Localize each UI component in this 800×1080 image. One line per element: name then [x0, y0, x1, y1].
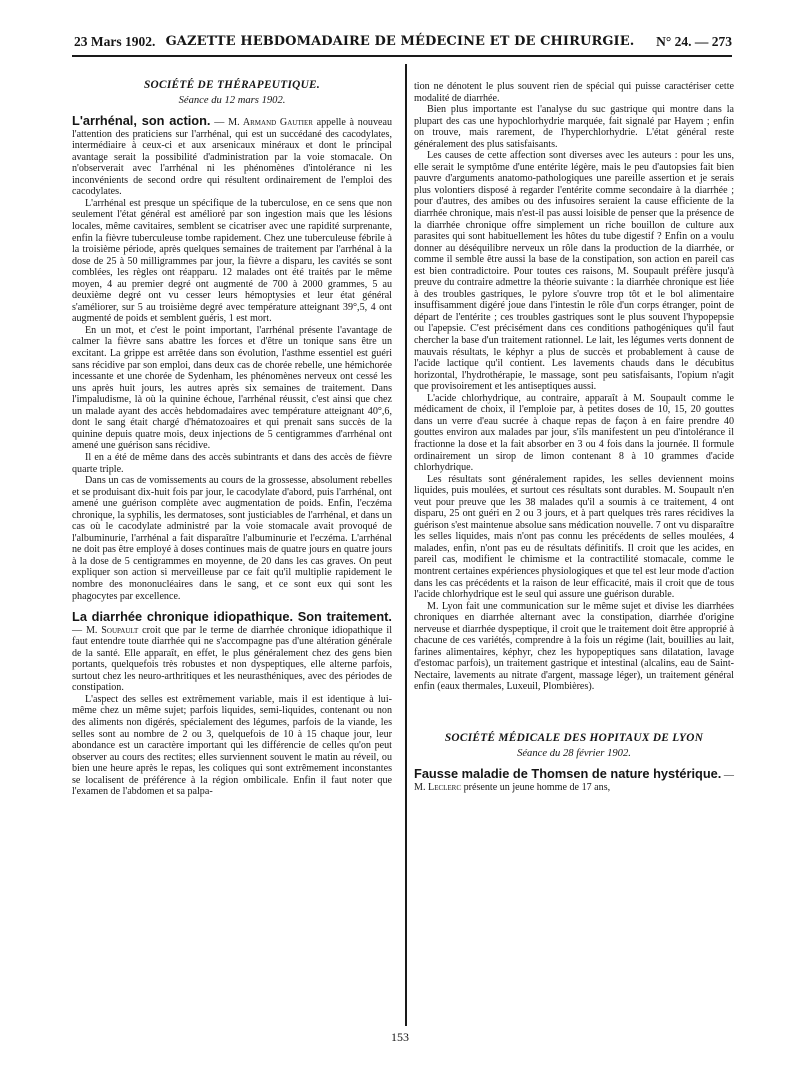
paragraph: Bien plus importante est l'analyse du suc gastrique qui montre dans la plupart des cas une hypochlorhydrie marquée, fait signalé par Hayem ; enfin on trouve, mais rarement, de l'hyperchlorhydrie. L'état général reste généralement des plus satisfaisants.	[414, 104, 734, 150]
left-column	[72, 80, 392, 798]
paragraph-text: présente un jeune homme de 17 ans,	[463, 781, 611, 793]
page-folio: 153	[391, 1030, 409, 1044]
article-title: L'arrhénal, son action.	[72, 113, 211, 129]
spacer	[414, 693, 734, 733]
column-divider	[405, 64, 407, 1026]
author-name: M. Leclerc	[414, 781, 462, 793]
paragraph: L'arrhénal, son action. — M. Armand Gautier appelle à nouveau l'attention des praticiens sur l'arrhénal, qui est un succédané des cacodylates, intermédiaire à ceux-ci et aux arsenicaux minéraux et dont le principal avantage serait la possibilité d'administration par la voie stomacale. On n'observerait avec l'arrhénal ni les phénomènes d'intolérance ni les inconvénients de second ordre qui résultent ordinairement de l'emploi des cacodylates.	[72, 113, 392, 198]
society-heading: SOCIÉTÉ DE THÉRAPEUTIQUE.	[143, 79, 321, 91]
society-heading: SOCIÉTÉ MÉDICALE DES HOPITAUX DE LYON	[444, 731, 704, 744]
article-title: La diarrhée chronique idiopathique. Son traitement.	[72, 609, 392, 625]
session-date: Séance du 28 février 1902.	[517, 747, 631, 759]
author-name: M. Soupault	[85, 624, 139, 636]
session-date: Séance du 12 mars 1902.	[178, 94, 286, 106]
paragraph: Les résultats sont généralement rapides, les selles deviennent moins liquides, puis moulées, et surtout ces résultats sont durables. M. Soupault n'en veut pour preuve que les 38 malades qu'il a soumis à ce traitement, 4 ont disparu, 25 ont guéri en 2 ou 3 jours, et à part quelques très rares récidives la guérison s'est maintenue absolue sans médication nouvelle. 7 ont vu disparaître les selles liquides, mais n'ont pas connu les précédents de selles moulées, 4 malades, enfin, n'ont pas eu de résultats définitifs. Il croit que les acides, en pareil cas, modifient le chimisme et la contractilité stomacale, comme le montrent certaines expériences physiologiques et que tel est leur mode d'action dans les cas précédents et la raison de leur efficacité, mais il croit que de tous l'acide chlorhydrique est le seul qui assure une guérison durable.	[414, 473, 734, 601]
paragraph: tion ne dénotent le plus souvent rien de spécial qui puisse caractériser cette modalité de diarrhée.	[414, 81, 734, 104]
paragraph: Fausse maladie de Thomsen de nature hystérique. — M. Leclerc présente un jeune homme de 17 ans,	[414, 766, 734, 793]
header-journal-title: GAZETTE HEBDOMADAIRE DE MÉDECINE ET DE CHIRURGIE.	[165, 34, 635, 49]
header-rule	[72, 55, 732, 57]
paragraph: En un mot, et c'est le point important, l'arrhénal présente l'avantage de calmer la fièvre sans abattre les forces et d'être un tonique sans être un excitant. La grippe est arrêtée dans son évolution, l'asthme essentiel est guéri sans récidive par son emploi, dans deux cas de chorée rebelle, une hémichorée incessante et une chorée de Sydenham, les phénomènes nerveux ont cessé les uns après huit jours, les autres après six semaines de traitement. Dans l'impaludisme, là où la quinine échoue, l'arrhénal réussit, c'est ainsi que chez un malade ayant des accès hebdomadaires avec température atteignant 40°,6, dont le sang était chargé d'hématozoaires et qui prenait sans succès de la quinine depuis quatre mois, deux injections de 5 centigrammes d'arrhénal ont amené une guérison sans récidive.	[72, 324, 392, 452]
paragraph: La diarrhée chronique idiopathique. Son traitement. — M. Soupault croit que par le terme de diarrhée chronique idiopathique il faut entendre toute diarrhée qui ne s'accompagne pas d'une altération générale de la santé. Elle apparaît, en effet, le plus généralement chez des gens bien portants, quelquefois très robustes et non dyspeptiques, elle alterne parfois, surtout chez les neuro-arthritiques et les neurasthéniques, avec des périodes de constipation.	[72, 609, 392, 694]
paragraph: L'aspect des selles est extrêmement variable, mais il est identique à lui-même chez un même sujet; parfois liquides, semi-liquides, contenant ou non des aliments non digérés, spécialement des légumes, parfois de la viande, les selles sont au nombre de 2 ou 3, quelquefois de 10 à 15 chaque jour, leur abondance est un caractère important qui les différencie de celles qu'on peut observer au cours des rectites; elles surviennent souvent le matin au réveil, ou bien une heure après le repas, les coliques qui sont extrêmement inconstantes se localisent de préférence à la région ombilicale. Enfin il faut noter que l'examen de l'abdomen et sa palpa-	[72, 693, 392, 798]
paragraph: L'acide chlorhydrique, au contraire, apparaît à M. Soupault comme le médicament de choix, il l'emploie par, à petites doses de 10, 15, 20 gouttes dans un verre d'eau sucrée à chaque repas de façon à en faire prendre 40 gouttes environ aux malades par jour, s'ils manifestent un peu d'intolérance il fractionne la dose et la fait absorber en 3 ou 4 fois dans la journée. Il formule ordinairement un sirop de limon contenant 8 à 10 grammes d'acide chlorhydrique.	[414, 392, 734, 474]
right-column	[414, 81, 734, 793]
paragraph: Les causes de cette affection sont diverses avec les auteurs : pour les uns, elle serait le symptôme d'une entérite légère, mais le peu d'autopsies fait bien pauvre d'arguments anatomo-pathologiques une pareille assertion et je serais plus volontiers disposé à regarder l'entérite comme secondaire à la diarrhée ; pour d'autres, des amibes ou des infusoires seraient la cause efficiente de la diarrhée chronique, mais n'est-il pas aussi loisible de penser que la présence de la diarrhée chronique offre simplement un riche bouillon de culture aux parasites qui sont habituellement les hôtes du tube digestif ? Enfin on a voulu donner au déséquilibre nerveux un rôle dans la production de la diarrhée, or comme il semble être aussi la base de la constipation, son action en pareil cas est bien contradictoire. Pour toutes ces raisons, M. Soupault préfère jusqu'à preuve du contraire admettre la théorie suivante : la diarrhée chronique est liée à des troubles gastriques, le pylore s'ouvre trop tôt et le bol alimentaire insuffisamment digéré joue dans l'intestin le rôle d'un corps étranger, point de départ de l'entérite ; ces troubles gastriques sont le plus souvent l'hypopepsie ou l'apepsie. C'est précisément dans ces conditions pathogéniques qu'il faut chercher la base d'un traitement rationnel. Le lait, les légumes verts donnent de mauvais résultats, le képhyr a plus de succès et probablement à cause de l'acide lactique qu'il contient. Les lavements chauds dans le décubitus horizontal, l'hydrothérapie, le massage, sont peu satisfaisants, l'opium n'agit que provisoirement et les antiseptiques aussi.	[414, 150, 734, 393]
article-title: Fausse maladie de Thomsen de nature hystérique.	[414, 766, 722, 782]
paragraph-text: croit que par le terme de diarrhée chronique idiopathique il faut entendre toute diarrhée qui ne s'accompagne pas d'une altération générale de la santé. Elle apparaît, en effet, le plus généralement chez des gens bien portants, quelquefois très robustes et non dyspeptiques, elle alterne parfois, surtout chez les neuro-arthritiques et les neurasthéniques, avec des périodes de constipation.	[72, 624, 392, 694]
paragraph: Il en a été de même dans des accès subintrants et dans des accès de fièvre quarte triple.	[72, 451, 392, 475]
paragraph: Dans un cas de vomissements au cours de la grossesse, absolument rebelles et se produisant dix-huit fois par jour, le cacodylate d'abord, puis l'arrhénal, ont amené une guérison complète avec augmentation de poids. Enfin, l'eczéma chronique, la syphilis, les dermatoses, sont justiciables de l'arrhénal, et dans un cas où le cacodylate administré par la voie stomacale avait provoqué de l'albuminurie, l'arrhénal a fait disparaître l'albuminurie et l'eczéma. L'arrhénal ne doit pas être employé à doses continues mais de quatre jours en quatre jours à la dose de 5 centigrammes en moyenne, de 20 dans les cas graves. On peut expliquer son action si merveilleuse par ce fait qu'il multiplie rapidement le nombre des mononucléaires dans le sang, et ce sont eux qui sont les phagocytes par excellence.	[72, 475, 392, 602]
paragraph: M. Lyon fait une communication sur le même sujet et divise les diarrhées chroniques en diarrhée alternant avec la constipation, diarrhée d'origine nerveuse et diarrhée dyspeptique, il croit que le traitement doit être approprié à chacune de ces variétés, comprendre à la fois un régime (lait, bouillies au lait, farines alimentaires, képhyr, chez les hypopeptiques sans dilatation, lavage d'estomac parfois), un traitement gastrique et intestinal (alcalins, eau de Saint-Nectaire, lavements au nitrate d'argent, massage léger), un traitement général enfin (eaux thermales, Luxeuil, Plombières).	[414, 600, 734, 693]
paragraph: L'arrhénal est presque un spécifique de la tuberculose, en ce sens que non seulement l'état général est amélioré par son ingestion mais que les lésions locales, même cavitaires, semblent se cicatriser avec une rapidité surprenante, enfin la fièvre tuberculeuse tombe rapidement. Chez une tuberculeuse fébrile à la troisième période, après quelques semaines de traitement par l'arrhénal à la dose de 25 à 50 milligrammes par jour, la fièvre a disparu, les cavités se sont comblées, les règles ont réapparu. 12 malades ont été traités par le même moyen, 4 au premier degré ont augmenté de 700 à 2000 grammes, 5 au deuxième degré ont vu cesser leurs hémoptysies et leur état général s'améliorer, sur 5 au troisième degré avec température atteignant 39°,5, 4 ont augmenté de poids et semblent guéris, 1 est mort.	[72, 197, 392, 325]
header-date: 23 Mars 1902.	[74, 34, 156, 49]
paragraph-text: appelle à nouveau l'attention des praticiens sur l'arrhénal, qui est un succédané des cacodylates, intermédiaire à ceux-ci et aux arsenicaux minéraux et dont le principal avantage serait la possibilité d'administration par la voie stomacale. On n'observerait avec l'arrhénal ni les phénomènes d'intolérance ni les inconvénients de second ordre qui résultent ordinairement de l'emploi des cacodylates.	[72, 117, 392, 198]
header-page-number: N° 24. — 273	[656, 34, 732, 49]
author-name: M. Armand Gautier	[228, 117, 313, 129]
